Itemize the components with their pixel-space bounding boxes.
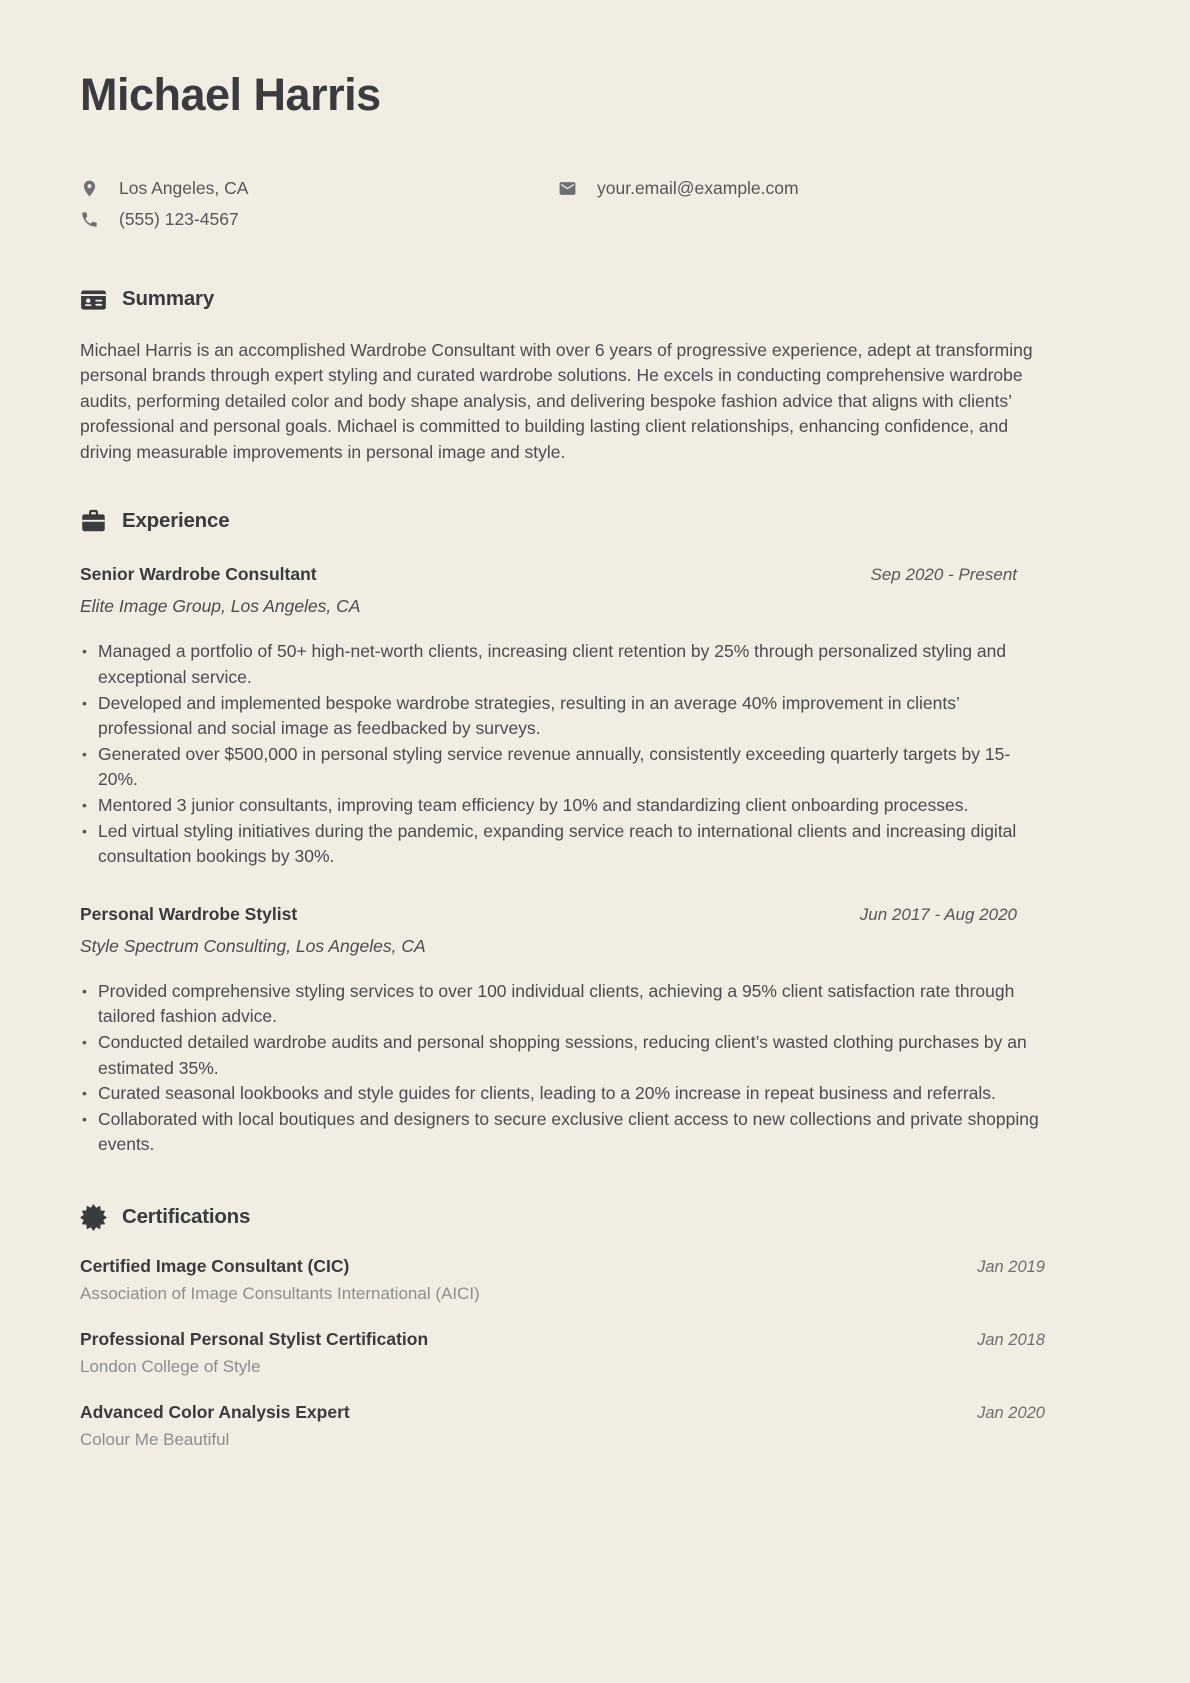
email-text: your.email@example.com [597,177,799,198]
summary-section [80,286,1045,466]
id-card-icon [80,286,107,313]
job-bullet-list [80,639,1045,869]
contact-location [80,178,558,199]
bullet-item: • Provided comprehensive styling services to over 100 individual clients, achieving a 95% client satisfaction rate through tailored fashion advice. [80,979,1045,1030]
phone-text: (555) 123-4567 [119,208,239,229]
bullet-item: • Led virtual styling initiatives during the pandemic, expanding service reach to international clients and increasing digital consultation bookings by 30%. [80,819,1045,870]
envelope-icon [558,179,577,198]
briefcase-icon [80,507,107,534]
job-head [80,904,1045,925]
contact-left-column [80,178,558,230]
certifications-section-title: Certifications [122,1205,251,1229]
summary-section-title: Summary [122,287,215,310]
job-dates: Jun 2017 - Aug 2020 [859,904,1017,924]
experience-entry [80,904,1045,1158]
experience-section-header [80,507,1045,534]
certification-entry [80,1256,1045,1304]
certification-issuer: Association of Image Consultants International (AICI) [80,1283,480,1303]
certification-name: Certified Image Consultant (CIC) [80,1255,350,1276]
job-title: Senior Wardrobe Consultant [80,564,317,585]
job-title: Personal Wardrobe Stylist [80,903,298,924]
bullet-item: • Managed a portfolio of 50+ high-net-worth clients, increasing client retention by 25% through personalized styling and exceptional service. [80,639,1045,690]
contact-block [80,178,1045,230]
experience-section [80,507,1045,1158]
certificate-icon [80,1204,107,1231]
location-pin-icon [80,179,99,198]
job-company: Elite Image Group, Los Angeles, CA [80,596,361,617]
contact-email [558,178,1045,199]
location-text: Los Angeles, CA [119,177,249,198]
bullet-item: • Conducted detailed wardrobe audits and personal shopping sessions, reducing client’s wasted clothing purchases by an estimated 35%. [80,1030,1045,1081]
job-head [80,564,1045,585]
contact-phone [80,209,558,230]
certification-entry [80,1329,1045,1377]
certification-date: Jan 2018 [977,1330,1045,1349]
certifications-section [80,1204,1045,1450]
bullet-item: • Collaborated with local boutiques and designers to secure exclusive client access to new collections and private shopping events. [80,1107,1045,1158]
certification-date: Jan 2019 [977,1257,1045,1276]
certification-head [80,1402,1045,1423]
certifications-section-header [80,1204,1045,1231]
certification-issuer: Colour Me Beautiful [80,1429,230,1449]
experience-section-title: Experience [122,508,230,532]
job-bullet-list [80,979,1045,1158]
certification-date: Jan 2020 [977,1403,1045,1422]
phone-icon [80,210,99,229]
certification-entry [80,1402,1045,1450]
job-company: Style Spectrum Consulting, Los Angeles, CA [80,935,426,956]
job-dates: Sep 2020 - Present [870,565,1017,585]
person-name: Michael Harris [80,69,381,120]
bullet-item: • Curated seasonal lookbooks and style guides for clients, leading to a 20% increase in repeat business and referrals. [80,1081,1045,1107]
certification-head [80,1256,1045,1277]
certification-head [80,1329,1045,1350]
bullet-item: • Developed and implemented bespoke wardrobe strategies, resulting in an average 40% improvement in clients’ professional and social image as feedbacked by surveys. [80,691,1045,742]
summary-paragraph: Michael Harris is an accomplished Wardrobe Consultant with over 6 years of progressive experience, adept at transforming personal brands through expert styling and curated wardrobe solutions. He excels in conducting comprehensive wardrobe audits, performing detailed color and body shape analysis, and delivering bespoke fashion advice that aligns with clients’ professional and personal goals. Michael is committed to building lasting client relationships, enhancing confidence, and driving measurable improvements in personal image and style. [80,339,1033,462]
certification-name: Advanced Color Analysis Expert [80,1401,350,1422]
summary-section-header [80,286,1045,313]
bullet-item: • Generated over $500,000 in personal styling service revenue annually, consistently exceeding quarterly targets by 15-20%. [80,742,1045,793]
certification-name: Professional Personal Stylist Certification [80,1328,429,1349]
bullet-item: • Mentored 3 junior consultants, improving team efficiency by 10% and standardizing client onboarding processes. [80,793,1045,819]
certification-issuer: London College of Style [80,1356,261,1376]
contact-right-column [558,178,1045,199]
experience-entry [80,564,1045,869]
